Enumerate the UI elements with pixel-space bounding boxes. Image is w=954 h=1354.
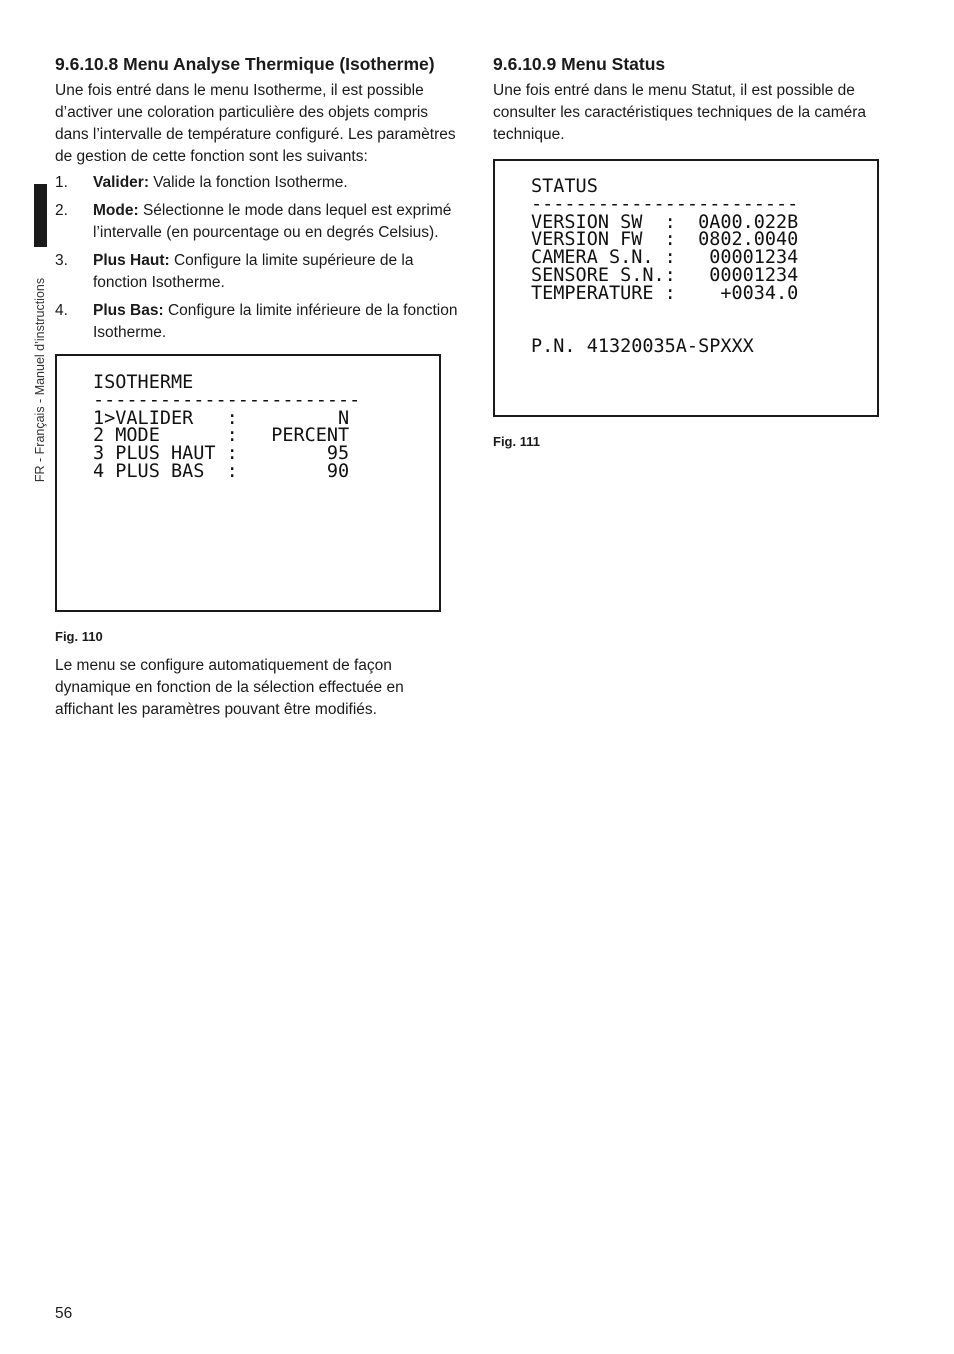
screen-line: TEMPERATURE : +0034.0 bbox=[531, 282, 799, 304]
screen-line: ------------------------ bbox=[531, 193, 799, 215]
status-intro: Une fois entré dans le menu Statut, il est possible de consulter les caractéristiques techniques de la caméra technique. bbox=[493, 82, 867, 143]
list-item-number: 4. bbox=[55, 302, 68, 319]
screen-line bbox=[531, 303, 877, 321]
screen-line: SENSORE S.N.: 00001234 bbox=[531, 264, 799, 286]
screen-line: ------------------------ bbox=[93, 389, 361, 411]
status-heading: 9.6.10.9 Menu Status bbox=[493, 54, 666, 74]
list-item-number: 2. bbox=[55, 202, 68, 219]
side-tab-label: FR - Français - Manuel d’instructions bbox=[33, 277, 47, 483]
figure-110-label: Fig. 110 bbox=[55, 629, 103, 644]
list-item-text: Valide la fonction Isotherme. bbox=[149, 174, 348, 191]
list-item-number: 1. bbox=[55, 174, 68, 191]
screen-line: 3 PLUS HAUT : 95 bbox=[93, 443, 350, 465]
list-item-term: Plus Bas: bbox=[93, 302, 164, 319]
isotherme-intro: Une fois entré dans le menu Isotherme, il est possible d’activer une coloration particulière des objets compris dans l’intervalle de température configuré. Les paramètres de gestion de cette fonction sont les suivants: bbox=[55, 82, 456, 165]
list-item-term: Valider: bbox=[93, 174, 149, 191]
screen-line: VERSION SW : 0A00.022B bbox=[531, 211, 799, 233]
isotherme-heading: 9.6.10.8 Menu Analyse Thermique (Isotherme) bbox=[55, 54, 435, 74]
isotherme-parameter-list bbox=[55, 172, 465, 344]
list-item-text: Sélectionne le mode dans lequel est exprimé l’intervalle (en pourcentage ou en degrés Celsius). bbox=[93, 202, 452, 241]
list-item-term: Plus Haut: bbox=[93, 252, 170, 269]
status-section bbox=[493, 52, 913, 449]
list-item-text: Configure la limite inférieure de la fonction Isotherme. bbox=[93, 302, 458, 341]
screen-line: CAMERA S.N. : 00001234 bbox=[531, 247, 799, 269]
screen-line: 4 PLUS BAS : 90 bbox=[93, 460, 350, 482]
list-item bbox=[55, 250, 465, 294]
list-item bbox=[55, 300, 465, 344]
screen-line: 2 MODE : PERCENT bbox=[93, 425, 350, 447]
screen-line: STATUS bbox=[531, 176, 598, 197]
isotherme-closing-text: Le menu se configure automatiquement de façon dynamique en fonction de la sélection effectuée en affichant les paramètres pouvant être modifiés. bbox=[55, 657, 404, 718]
status-menu-screen bbox=[493, 159, 879, 417]
screen-line: VERSION FW : 0802.0040 bbox=[531, 229, 799, 251]
list-item bbox=[55, 172, 465, 194]
list-item-term: Mode: bbox=[93, 202, 139, 219]
page-number: 56 bbox=[55, 1305, 73, 1322]
isotherme-section bbox=[55, 52, 465, 721]
side-tab-marker bbox=[34, 184, 47, 247]
list-item bbox=[55, 200, 465, 244]
isotherme-menu-screen bbox=[55, 354, 441, 612]
screen-line: 1>VALIDER : N bbox=[93, 407, 350, 429]
list-item-text: Configure la limite supérieure de la fonction Isotherme. bbox=[93, 252, 414, 291]
list-item-number: 3. bbox=[55, 252, 68, 269]
screen-line: P.N. 41320035A-SPXXX bbox=[531, 336, 754, 358]
screen-line: ISOTHERME bbox=[93, 372, 194, 393]
figure-111-label: Fig. 111 bbox=[493, 434, 540, 449]
